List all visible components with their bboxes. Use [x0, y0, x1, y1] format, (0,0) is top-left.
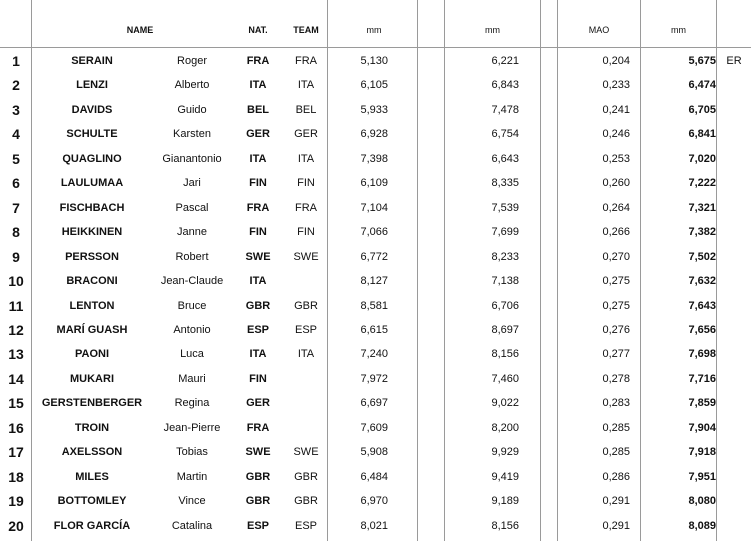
rank-cell: 9 [12, 248, 20, 265]
rank-cell: 11 [8, 297, 24, 314]
nationality-cell: ITA [249, 79, 267, 92]
value-mm-2-cell: 7,478 [491, 103, 519, 116]
mao-cell: 0,291 [602, 495, 630, 508]
firstname-cell: Alberto [174, 79, 210, 92]
team-cell: FRA [295, 55, 317, 67]
mao-cell: 0,286 [602, 470, 630, 483]
firstname-cell: Bruce [177, 299, 207, 312]
team-cell: GER [294, 128, 318, 141]
firstname-cell: Guido [177, 103, 207, 116]
mao-cell: 0,264 [602, 201, 630, 214]
rank-cell: 20 [8, 517, 24, 534]
column-divider [716, 0, 717, 541]
value-mm-1-cell: 8,581 [360, 299, 388, 312]
rank-cell: 19 [8, 493, 24, 510]
team-cell: ESP [294, 323, 317, 336]
value-mm-1-cell: 7,240 [360, 348, 388, 361]
value-mm-1-cell: 5,908 [360, 446, 388, 459]
header-name: NAME [126, 25, 154, 35]
firstname-cell: Catalina [171, 519, 213, 532]
value-mm-1-cell: 5,130 [360, 55, 388, 67]
team-cell: ITA [297, 348, 315, 361]
value-mm-final-cell: 6,474 [688, 79, 716, 92]
nationality-cell: ESP [246, 519, 269, 532]
mao-cell: 0,276 [602, 323, 630, 336]
surname-cell: AXELSSON [61, 446, 123, 459]
rank-cell: 4 [12, 126, 20, 143]
nationality-cell: GER [246, 397, 270, 410]
surname-cell: FLOR GARCÍA [53, 519, 131, 532]
value-mm-2-cell: 8,156 [491, 519, 519, 532]
surname-cell: MARÍ GUASH [56, 323, 128, 336]
nationality-cell: FRA [246, 55, 270, 67]
rank-cell: 6 [12, 175, 20, 192]
nationality-cell: GBR [245, 299, 271, 312]
mao-cell: 0,246 [602, 128, 630, 141]
firstname-cell: Karsten [173, 128, 211, 141]
surname-cell: BOTTOMLEY [57, 495, 127, 508]
rank-cell: 5 [12, 150, 20, 167]
header-col4: mm [671, 25, 686, 35]
rank-cell: 17 [8, 444, 24, 461]
column-divider [557, 0, 558, 541]
value-mm-final-cell: 7,716 [688, 372, 716, 385]
team-cell: SWE [293, 446, 319, 459]
firstname-cell: Antonio [173, 323, 211, 336]
firstname-cell: Vince [178, 495, 206, 508]
surname-cell: FISCHBACH [59, 201, 125, 214]
firstname-cell: Jean-Pierre [163, 421, 221, 434]
nationality-cell: FRA [246, 201, 270, 214]
surname-cell: HEIKKINEN [61, 226, 123, 239]
nationality-cell: ITA [249, 348, 267, 361]
firstname-cell: Mauri [178, 372, 206, 385]
firstname-cell: Pascal [175, 201, 209, 214]
value-mm-1-cell: 8,021 [360, 519, 388, 532]
nationality-cell: GBR [245, 495, 271, 508]
value-mm-final-cell: 7,918 [688, 446, 716, 459]
firstname-cell: Tobias [176, 446, 208, 459]
mao-cell: 0,275 [602, 275, 630, 288]
surname-cell: TROIN [74, 421, 110, 434]
mao-cell: 0,233 [602, 79, 630, 92]
mao-cell: 0,283 [602, 397, 630, 410]
header-divider [0, 47, 751, 48]
value-mm-2-cell: 9,022 [491, 397, 519, 410]
mao-cell: 0,285 [602, 421, 630, 434]
value-mm-2-cell: 7,460 [491, 372, 519, 385]
surname-cell: GERSTENBERGER [41, 397, 143, 410]
surname-cell: PERSSON [65, 250, 119, 263]
value-mm-final-cell: 7,222 [688, 177, 716, 190]
value-mm-final-cell: 5,675 [688, 55, 716, 67]
mao-cell: 0,278 [602, 372, 630, 385]
value-mm-2-cell: 6,706 [491, 299, 519, 312]
team-cell: BEL [295, 103, 317, 116]
value-mm-final-cell: 6,841 [688, 128, 716, 141]
nationality-cell: ITA [249, 152, 267, 165]
value-mm-2-cell: 6,643 [491, 152, 519, 165]
value-mm-2-cell: 7,699 [491, 226, 519, 239]
value-mm-final-cell: 6,705 [688, 103, 716, 116]
value-mm-final-cell: 8,080 [688, 495, 716, 508]
mao-cell: 0,291 [602, 519, 630, 532]
nationality-cell: GER [246, 128, 270, 141]
mao-cell: 0,266 [602, 226, 630, 239]
value-mm-2-cell: 7,138 [491, 275, 519, 288]
rank-cell: 13 [8, 346, 24, 363]
value-mm-1-cell: 7,066 [360, 226, 388, 239]
column-divider [640, 0, 641, 541]
mao-cell: 0,204 [602, 55, 630, 67]
mao-cell: 0,241 [602, 103, 630, 116]
team-cell: GBR [294, 495, 318, 508]
nationality-cell: SWE [245, 446, 271, 459]
team-cell: SWE [293, 250, 319, 263]
surname-cell: SERAIN [71, 55, 113, 67]
value-mm-1-cell: 7,398 [360, 152, 388, 165]
value-mm-1-cell: 7,609 [360, 421, 388, 434]
value-mm-final-cell: 7,632 [688, 275, 716, 288]
firstname-cell: Roger [177, 55, 207, 67]
firstname-cell: Jean-Claude [160, 275, 224, 288]
surname-cell: LAULUMAA [60, 177, 124, 190]
value-mm-2-cell: 7,539 [491, 201, 519, 214]
firstname-cell: Janne [177, 226, 207, 239]
value-mm-2-cell: 8,233 [491, 250, 519, 263]
rank-cell: 10 [8, 273, 24, 290]
rank-cell: 3 [12, 101, 20, 118]
value-mm-2-cell: 9,419 [491, 470, 519, 483]
value-mm-final-cell: 7,656 [688, 323, 716, 336]
value-mm-1-cell: 6,109 [360, 177, 388, 190]
column-divider [417, 0, 418, 541]
surname-cell: BRACONI [66, 275, 118, 288]
surname-cell: MUKARI [70, 372, 114, 385]
header-col1: mm [366, 25, 382, 35]
team-cell: GBR [294, 470, 318, 483]
surname-cell: LENZI [76, 79, 108, 92]
header-nationality: NAT. [248, 25, 268, 35]
value-mm-final-cell: 7,502 [688, 250, 716, 263]
firstname-cell: Jari [183, 177, 201, 190]
mao-cell: 0,253 [602, 152, 630, 165]
value-mm-final-cell: 7,321 [688, 201, 716, 214]
value-mm-final-cell: 8,089 [688, 519, 716, 532]
surname-cell: DAVIDS [71, 103, 113, 116]
surname-cell: SCHULTE [66, 128, 118, 141]
value-mm-2-cell: 6,754 [491, 128, 519, 141]
value-mm-1-cell: 6,105 [360, 79, 388, 92]
header-col2: mm [485, 25, 500, 35]
header-team: TEAM [293, 25, 319, 35]
firstname-cell: Luca [180, 348, 204, 361]
value-mm-1-cell: 6,772 [360, 250, 388, 263]
nationality-cell: ESP [246, 323, 269, 336]
nationality-cell: FIN [249, 372, 267, 385]
surname-cell: LENTON [69, 299, 115, 312]
column-divider [444, 0, 445, 541]
value-mm-2-cell: 6,221 [491, 55, 519, 67]
value-mm-final-cell: 7,859 [688, 397, 716, 410]
value-mm-1-cell: 8,127 [360, 275, 388, 288]
value-mm-final-cell: 7,698 [688, 348, 716, 361]
rank-cell: 18 [8, 468, 24, 485]
value-mm-1-cell: 6,970 [360, 495, 388, 508]
value-mm-2-cell: 9,189 [491, 495, 519, 508]
value-mm-1-cell: 6,615 [360, 323, 388, 336]
value-mm-1-cell: 6,484 [360, 470, 388, 483]
value-mm-final-cell: 7,951 [688, 470, 716, 483]
team-cell: FIN [297, 226, 315, 239]
value-mm-2-cell: 8,697 [491, 323, 519, 336]
mao-cell: 0,275 [602, 299, 630, 312]
nationality-cell: FRA [246, 421, 270, 434]
team-cell: ESP [294, 519, 317, 532]
nationality-cell: FIN [249, 226, 267, 239]
mao-cell: 0,277 [602, 348, 630, 361]
value-mm-2-cell: 9,929 [491, 446, 519, 459]
firstname-cell: Martin [176, 470, 208, 483]
value-mm-final-cell: 7,904 [688, 421, 716, 434]
value-mm-1-cell: 7,104 [360, 201, 388, 214]
value-mm-2-cell: 8,200 [491, 421, 519, 434]
mao-cell: 0,260 [602, 177, 630, 190]
header-col3: MAO [588, 25, 610, 35]
value-mm-2-cell: 6,843 [491, 79, 519, 92]
team-cell: GBR [294, 299, 318, 312]
rank-cell: 14 [8, 370, 24, 387]
team-cell: ITA [297, 152, 315, 165]
nationality-cell: SWE [245, 250, 271, 263]
nationality-cell: ITA [249, 275, 267, 288]
firstname-cell: Regina [174, 397, 210, 410]
firstname-cell: Gianantonio [162, 152, 222, 165]
rank-cell: 7 [12, 199, 20, 216]
rank-cell: 12 [8, 321, 24, 338]
team-cell: FIN [297, 177, 315, 190]
column-divider [540, 0, 541, 541]
firstname-cell: Robert [175, 250, 209, 263]
value-mm-2-cell: 8,335 [491, 177, 519, 190]
team-cell: FRA [295, 201, 317, 214]
mao-cell: 0,270 [602, 250, 630, 263]
value-mm-1-cell: 6,697 [360, 397, 388, 410]
rank-cell: 8 [12, 224, 20, 241]
surname-cell: QUAGLINO [62, 152, 122, 165]
team-cell: ITA [297, 79, 315, 92]
rank-cell: 2 [12, 77, 20, 94]
nationality-cell: GBR [245, 470, 271, 483]
rank-cell: 15 [8, 395, 24, 412]
surname-cell: PAONI [74, 348, 110, 361]
value-mm-2-cell: 8,156 [491, 348, 519, 361]
extra-cell: ER [726, 55, 742, 67]
value-mm-1-cell: 6,928 [360, 128, 388, 141]
value-mm-final-cell: 7,643 [688, 299, 716, 312]
rank-cell: 1 [12, 53, 20, 69]
value-mm-1-cell: 7,972 [360, 372, 388, 385]
rank-cell: 16 [8, 419, 24, 436]
surname-cell: MILES [75, 470, 109, 483]
value-mm-1-cell: 5,933 [360, 103, 388, 116]
value-mm-final-cell: 7,020 [688, 152, 716, 165]
value-mm-final-cell: 7,382 [688, 226, 716, 239]
mao-cell: 0,285 [602, 446, 630, 459]
nationality-cell: FIN [249, 177, 267, 190]
nationality-cell: BEL [247, 103, 269, 116]
